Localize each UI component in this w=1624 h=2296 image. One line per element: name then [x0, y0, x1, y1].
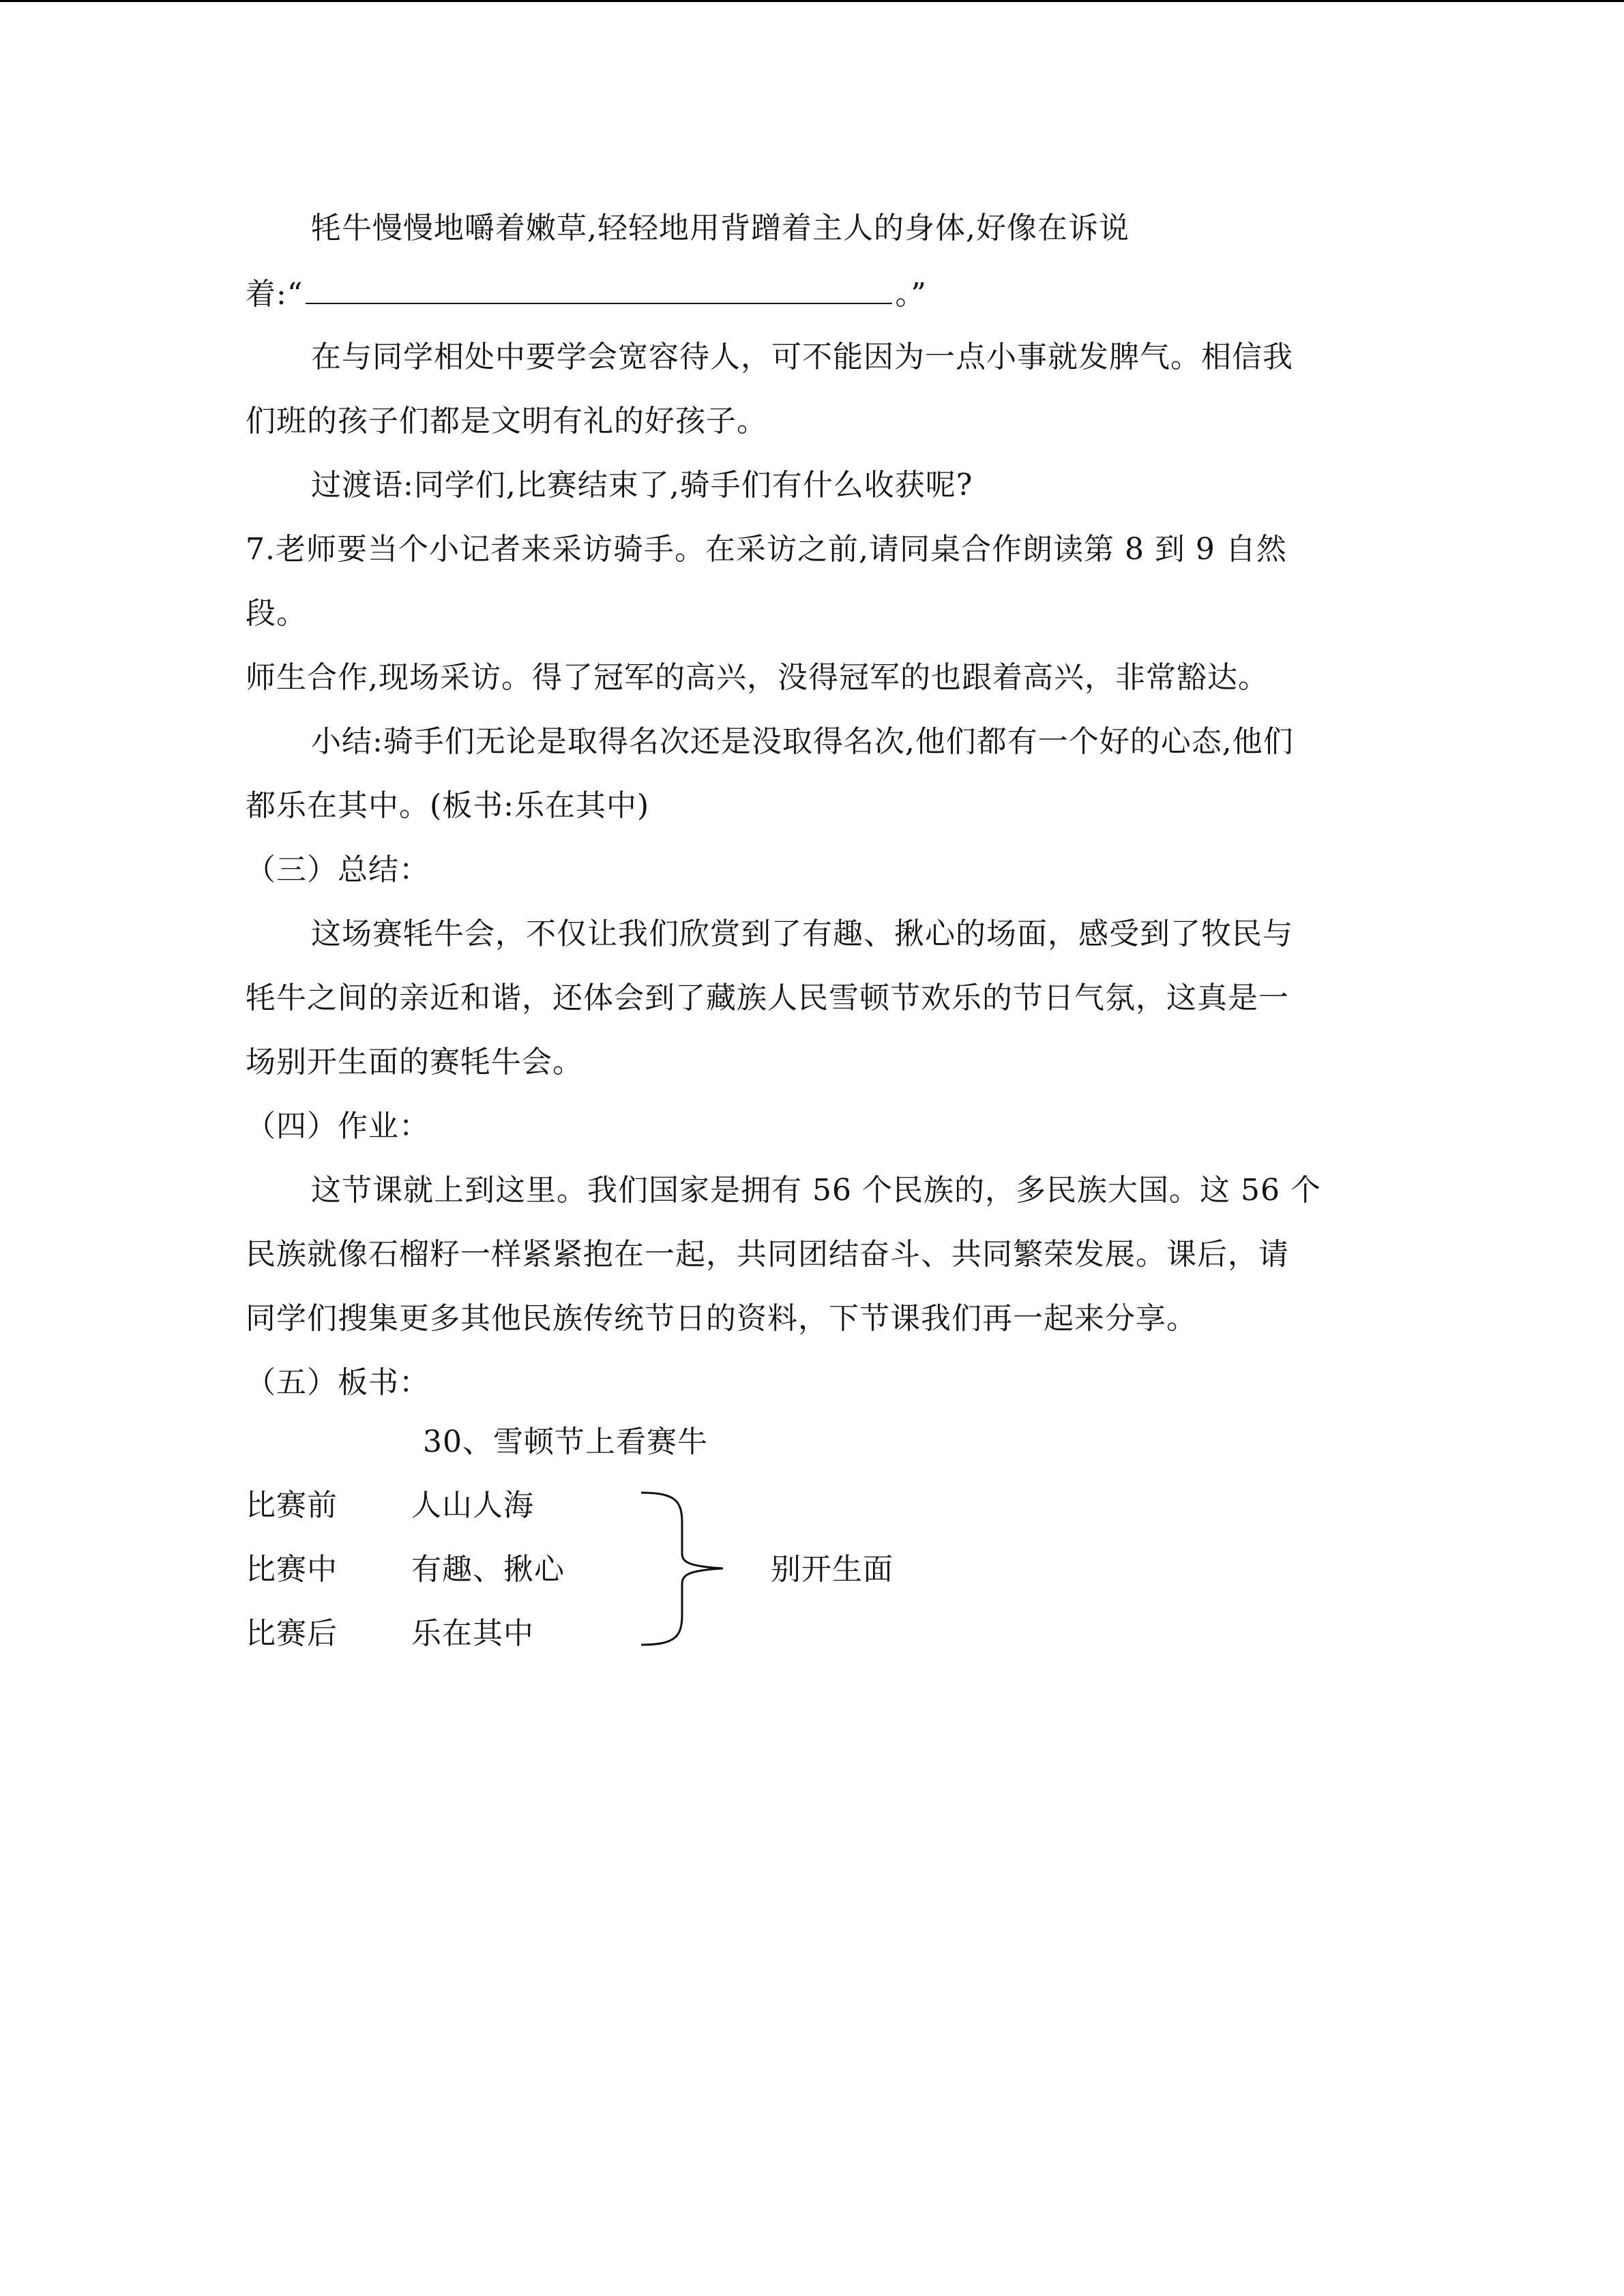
paragraph-line: 这场赛牦牛会，不仅让我们欣赏到了有趣、揪心的场面，感受到了牧民与 — [311, 916, 1293, 951]
paragraph-line: 这节课就上到这里。我们国家是拥有 56 个民族的，多民族大国。这 56 个 — [311, 1173, 1321, 1208]
paragraph-line: 们班的孩子们都是文明有礼的好孩子。 — [246, 404, 767, 438]
section-heading-summary: （三）总结： — [246, 852, 430, 887]
paragraph-line: 在与同学相处中要学会宽容待人，可不能因为一点小事就发脾气。相信我 — [311, 340, 1293, 374]
board-title: 30、雪顿节上看赛牛 — [423, 1425, 708, 1459]
right-brace-icon — [638, 1489, 726, 1649]
fill-in-suffix: 。” — [895, 277, 927, 312]
step-7-line: 7.老师要当个小记者来采访骑手。在采访之前,请同桌合作朗读第 8 到 9 自然 — [246, 532, 1287, 567]
section-heading-homework: （四）作业： — [246, 1109, 430, 1144]
section-heading-board: （五）板书： — [246, 1365, 430, 1400]
board-stage: 比赛中 — [246, 1552, 338, 1587]
summary-line: 都乐在其中。(板书:乐在其中) — [246, 788, 650, 823]
fill-in-line — [246, 273, 927, 315]
paragraph-line: 民族就像石榴籽一样紧紧抱在一起，共同团结奋斗、共同繁荣发展。课后，请 — [246, 1237, 1289, 1272]
summary-line: 小结:骑手们无论是取得名次还是没取得名次,他们都有一个好的心态,他们 — [311, 724, 1294, 759]
paragraph-line: 师生合作,现场采访。得了冠军的高兴，没得冠军的也跟着高兴，非常豁达。 — [246, 660, 1269, 695]
page-top-border — [0, 0, 1624, 2]
paragraph-line: 牦牛慢慢地嚼着嫩草,轻轻地用背蹭着主人的身体,好像在诉说 — [311, 211, 1130, 245]
board-stage-desc: 有趣、揪心 — [411, 1552, 565, 1587]
board-stage-desc: 乐在其中 — [411, 1616, 534, 1651]
board-stage: 比赛前 — [246, 1488, 338, 1523]
paragraph-line: 同学们搜集更多其他民族传统节日的资料，下节课我们再一起来分享。 — [246, 1301, 1197, 1336]
fill-in-prefix: 着:“ — [246, 277, 304, 312]
fill-in-blank[interactable] — [306, 273, 892, 304]
paragraph-line: 牦牛之间的亲近和谐，还体会到了藏族人民雪顿节欢乐的节日气氛，这真是一 — [246, 981, 1289, 1015]
board-stage: 比赛后 — [246, 1616, 338, 1651]
transition-text: 过渡语:同学们,比赛结束了,骑手们有什么收获呢? — [311, 468, 973, 503]
board-summary: 别开生面 — [771, 1552, 894, 1587]
board-stage-desc: 人山人海 — [411, 1488, 534, 1523]
step-7-line: 段。 — [246, 596, 307, 631]
paragraph-line: 场别开生面的赛牦牛会。 — [246, 1045, 583, 1079]
